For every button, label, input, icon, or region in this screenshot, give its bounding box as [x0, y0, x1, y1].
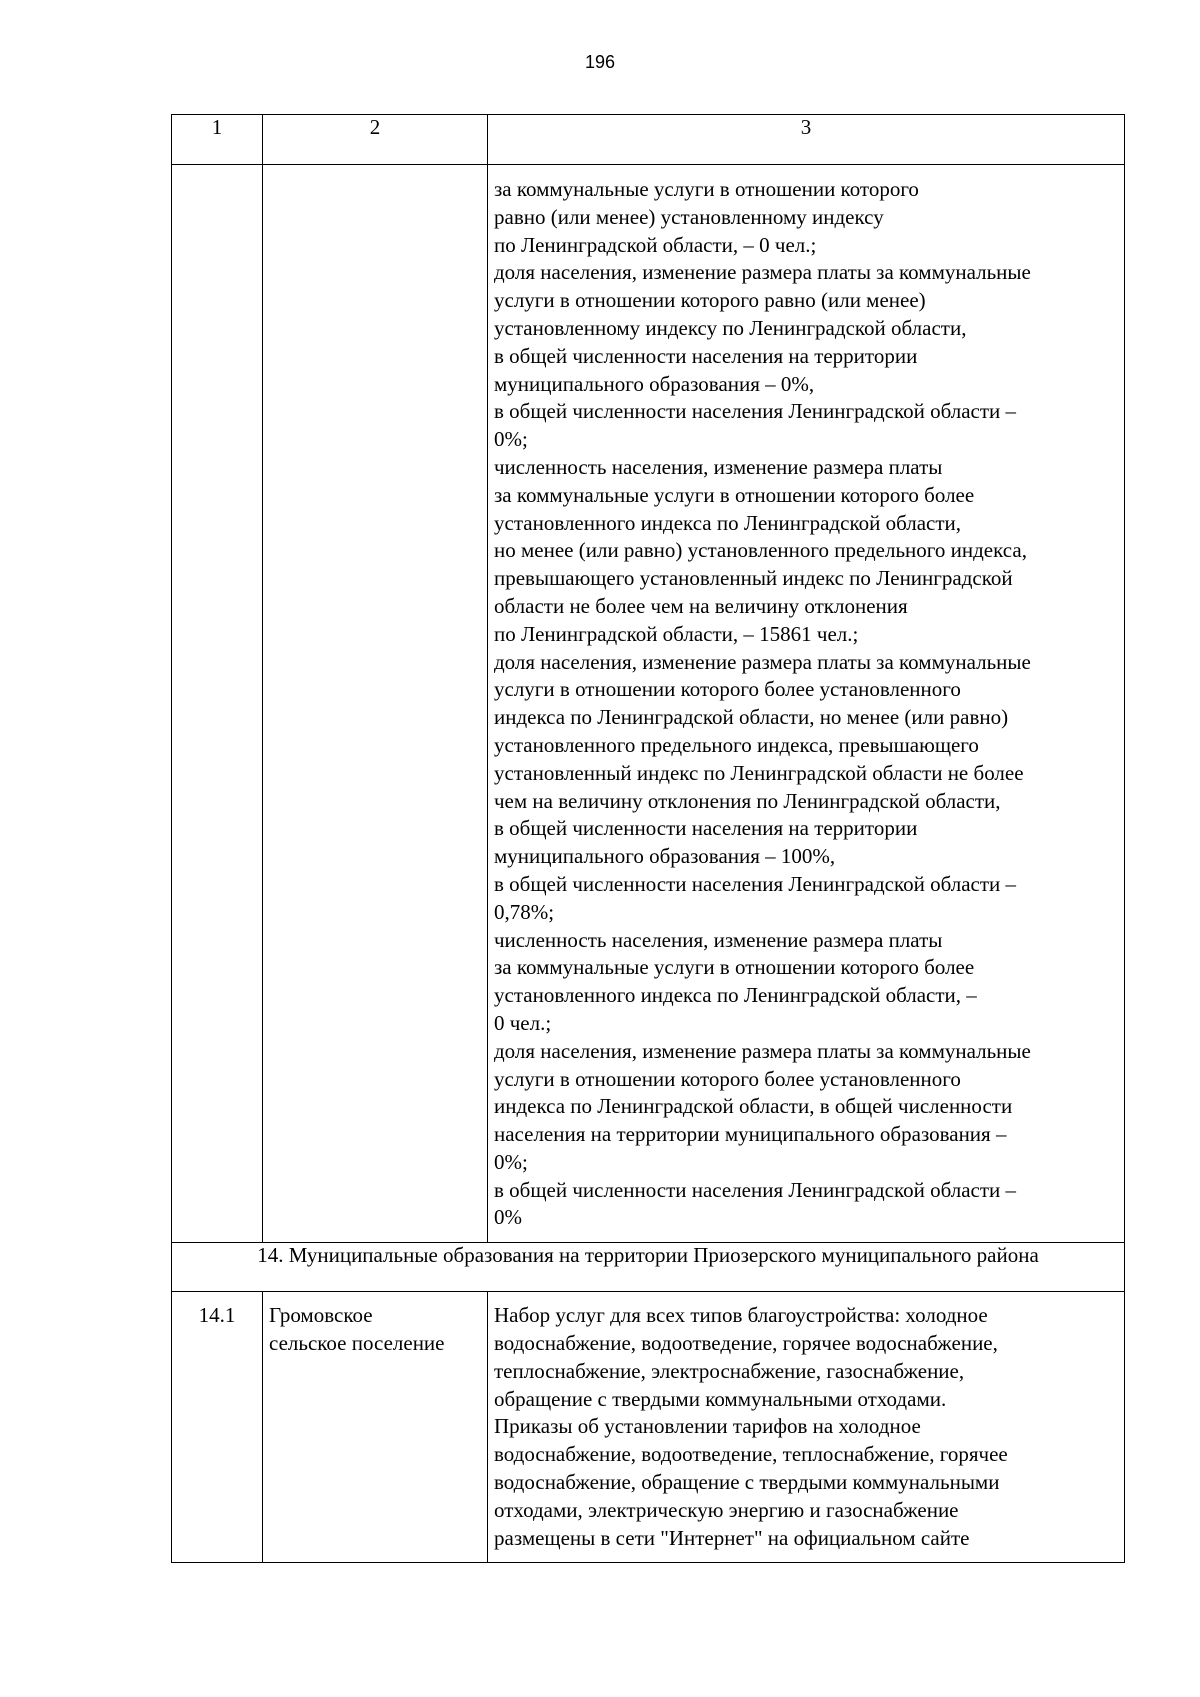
text-line: индекса по Ленинградской области, в общей численности: [494, 1094, 1013, 1119]
text-line: области не более чем на величину отклонения: [494, 593, 908, 618]
text-line: установленного индекса по Ленинградской области,: [494, 510, 962, 535]
text-line: 0%: [494, 1205, 522, 1230]
text-line: водоснабжение, обращение с твердыми коммунальными: [494, 1470, 1000, 1495]
text-line: в общей численности населения на территории: [494, 343, 918, 368]
text-line: Набор услуг для всех типов благоустройства: холодное: [494, 1303, 988, 1328]
row-number: 14.1: [198, 1303, 236, 1328]
text-line: по Ленинградской области, – 15861 чел.;: [494, 621, 859, 646]
continuation-text-cell: [488, 165, 1125, 1243]
data-table: [171, 114, 1125, 1563]
text-line: численность населения, изменение размера платы: [494, 454, 943, 479]
text-line: установленному индексу по Ленинградской области,: [494, 315, 967, 340]
text-line: услуги в отношении которого равно (или менее): [494, 288, 926, 313]
text-line: теплоснабжение, электроснабжение, газоснабжение,: [494, 1358, 965, 1383]
header-col-3: 3: [488, 115, 1125, 165]
description-text: [488, 1292, 1124, 1562]
text-line: муниципального образования – 100%,: [494, 844, 836, 869]
page-number: 196: [584, 52, 616, 72]
text-line: услуги в отношении которого более установленного: [494, 1066, 961, 1091]
text-line: водоснабжение, водоотведение, теплоснабжение, горячее: [494, 1442, 1008, 1467]
text-line: услуги в отношении которого более установленного: [494, 677, 961, 702]
name-line: сельское поселение: [269, 1331, 445, 1356]
text-line: в общей численности населения на территории: [494, 816, 918, 841]
text-line: доля населения, изменение размера платы за коммунальные: [494, 1038, 1031, 1063]
section-row: [172, 1243, 1125, 1292]
text-line: размещены в сети "Интернет" на официальном сайте: [494, 1525, 970, 1550]
text-line: 0 чел.;: [494, 1010, 552, 1035]
text-line: в общей численности населения Ленинградской области –: [494, 871, 1017, 896]
section-title: 14. Муниципальные образования на территории Приозерского муниципального района: [172, 1243, 1125, 1292]
text-line: водоснабжение, водоотведение, горячее водоснабжение,: [494, 1331, 998, 1356]
table-row-continuation: [172, 165, 1125, 1243]
name-line: Громовское: [269, 1303, 373, 1328]
text-line: в общей численности населения Ленинградской области –: [494, 1177, 1017, 1202]
text-line: численность населения, изменение размера платы: [494, 927, 943, 952]
cell-empty-2: [263, 165, 488, 1243]
text-line: 0%;: [494, 427, 528, 452]
text-line: чем на величину отклонения по Ленинградской области,: [494, 788, 1001, 813]
table-row-14-1: [172, 1292, 1125, 1563]
text-line: 0%;: [494, 1149, 528, 1174]
text-line: установленного индекса по Ленинградской области, –: [494, 983, 977, 1008]
text-line: Приказы об установлении тарифов на холодное: [494, 1414, 921, 1439]
text-line: доля населения, изменение размера платы за коммунальные: [494, 260, 1031, 285]
table-header-row: [172, 115, 1125, 165]
header-col-2: 2: [263, 115, 488, 165]
header-col-1: 1: [172, 115, 263, 165]
text-line: отходами, электрическую энергию и газоснабжение: [494, 1497, 959, 1522]
text-line: за коммунальные услуги в отношении которого: [494, 177, 919, 201]
text-line: но менее (или равно) установленного предельного индекса,: [494, 538, 1027, 563]
text-line: населения на территории муниципального образования –: [494, 1122, 1007, 1147]
continuation-text: [488, 165, 1124, 1242]
text-line: превышающего установленный индекс по Ленинградской: [494, 566, 1013, 591]
text-line: по Ленинградской области, – 0 чел.;: [494, 232, 817, 257]
municipality-name: [263, 1292, 487, 1358]
text-line: обращение с твердыми коммунальными отходами.: [494, 1386, 947, 1411]
description-cell: [488, 1292, 1125, 1563]
text-line: за коммунальные услуги в отношении которого более: [494, 955, 975, 980]
text-line: 0,78%;: [494, 899, 555, 924]
text-line: в общей численности населения Ленинградской области –: [494, 399, 1017, 424]
text-line: доля населения, изменение размера платы за коммунальные: [494, 649, 1031, 674]
text-line: индекса по Ленинградской области, но менее (или равно): [494, 705, 1009, 730]
row-number-cell: [172, 1292, 263, 1563]
text-line: установленный индекс по Ленинградской области не более: [494, 760, 1024, 785]
text-line: установленного предельного индекса, превышающего: [494, 732, 979, 757]
municipality-name-cell: [263, 1292, 488, 1563]
text-line: равно (или менее) установленному индексу: [494, 204, 884, 229]
text-line: муниципального образования – 0%,: [494, 371, 815, 396]
cell-empty-1: [172, 165, 263, 1243]
text-line: за коммунальные услуги в отношении которого более: [494, 482, 975, 507]
